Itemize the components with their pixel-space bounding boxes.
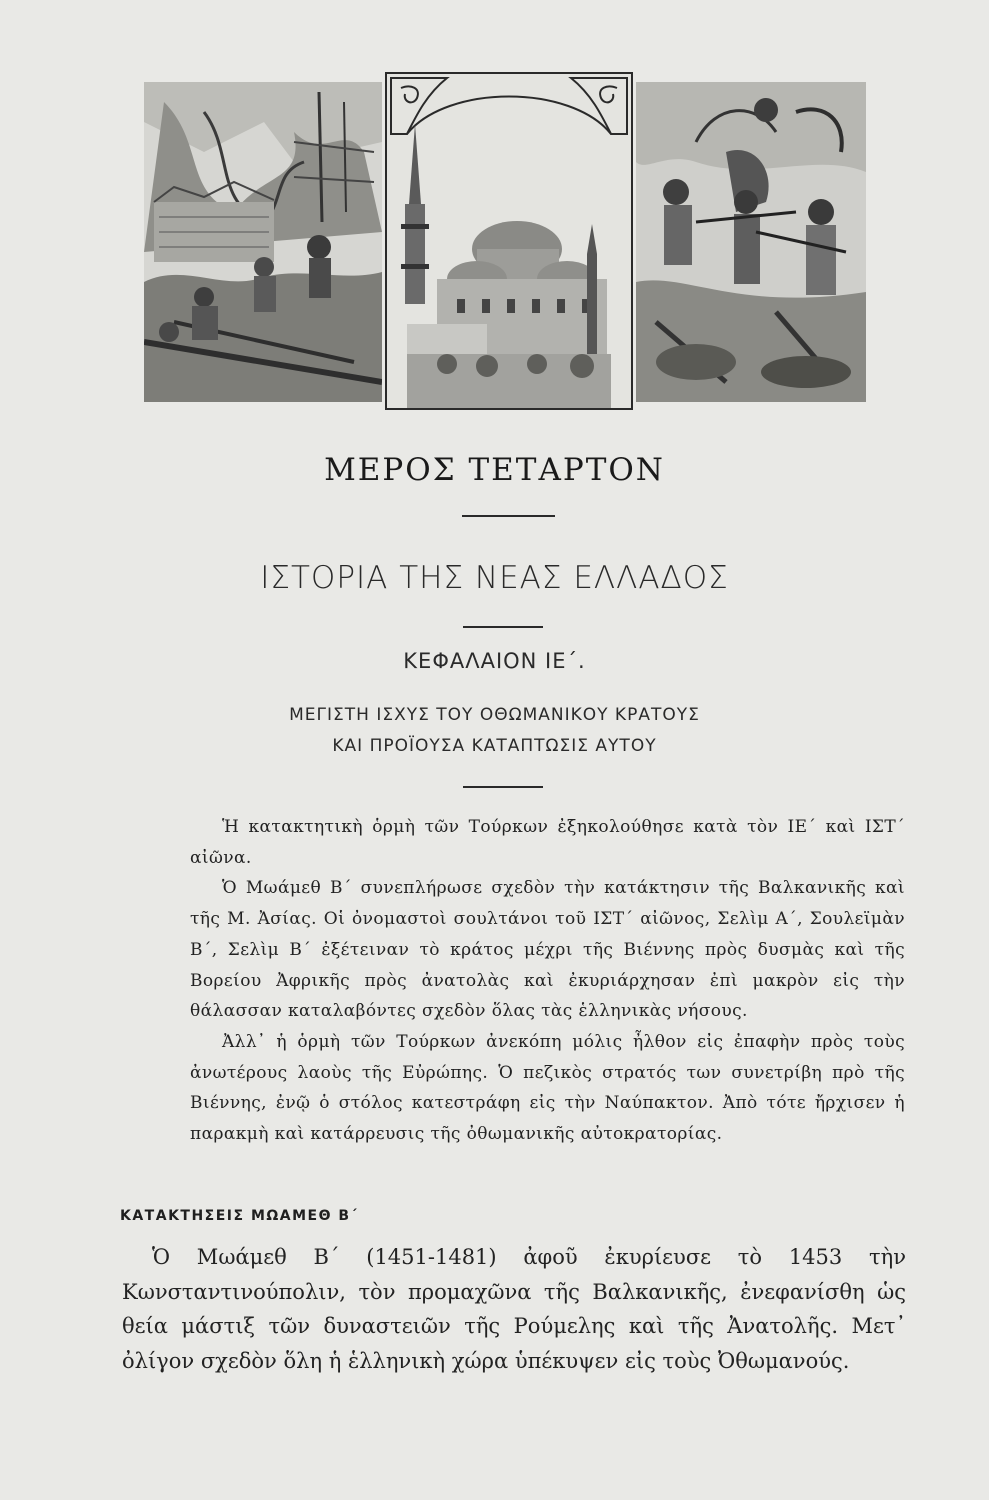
divider-rule	[463, 626, 543, 628]
part-title: ΜΕΡΟΣ ΤΕΤΑΡΤΟΝ	[324, 452, 665, 488]
summary-paragraph: Ἡ κατακτητικὴ ὁρμὴ τῶν Τούρκων ἐξηκολούθησε κατὰ τὸν ΙΕ΄ καὶ ΙΣΤ΄ αἰῶνα.	[190, 817, 905, 868]
divider-rule	[462, 515, 555, 517]
chapter-subtitle-line-1: ΜΕΓΙΣΤΗ ΙΣΧΥΣ ΤΟΥ ΟΘΩΜΑΝΙΚΟΥ ΚΡΑΤΟΥΣ	[289, 705, 700, 725]
battle-scene-illustration	[636, 82, 866, 402]
section-heading: ΚΑΤΑΚΤΗΣΕΙΣ ΜΩΑΜΕΘ Β΄	[120, 1208, 359, 1224]
chapter-illustration-banner	[140, 72, 870, 410]
divider-rule	[463, 786, 543, 788]
chapter-summary	[190, 812, 905, 1150]
summary-paragraph: Ἀλλ᾽ ἡ ὁρμὴ τῶν Τούρκων ἀνεκόπη μόλις ἦλθον εἰς ἐπαφὴν πρὸς τοὺς ἀνωτέρους λαοὺς τῆς Εὐρώπης. Ὁ πεζικὸς στρατός των συνετρίβη πρὸ τῆς Βιέννης, ἐνῷ ὁ στόλος κατεστράφη εἰς τὴν Ναύπακτον. Ἀπὸ τότε ἤρχισεν ἡ παρακμὴ καὶ κατάρρευσις τῆς ὀθωμανικῆς αὐτοκρατορίας.	[190, 1031, 905, 1145]
summary-paragraph: Ὁ Μωάμεθ Β΄ συνεπλήρωσε σχεδὸν τὴν κατάκτησιν τῆς Βαλκανικῆς καὶ τῆς Μ. Ἀσίας. Οἱ ὀνομαστοὶ σουλτάνοι τοῦ ΙΣΤ΄ αἰῶνος, Σελὶμ Α΄, Σουλεϊμὰν Β΄, Σελὶμ Β΄ ἐξέτειναν τὸ κράτος μέχρι τῆς Βιέννης πρὸς δυσμὰς καὶ τῆς Βορείου Ἀφρικῆς πρὸς ἀνατολὰς καὶ ἐκυριάρχησαν ἐπὶ μακρὸν εἰς τὴν θάλασσαν καταλαβόντες σχεδὸν ὅλας τὰς ἑλληνικὰς νήσους.	[190, 878, 905, 1022]
history-title: ΙΣΤΟΡΙΑ ΤΗΣ ΝΕΑΣ ΕΛΛΑΔΟΣ	[260, 560, 729, 596]
body-paragraph: Ὁ Μωάμεθ Β΄ (1451-1481) ἀφοῦ ἐκυρίευσε τὸ 1453 τὴν Κωνσταντινούπολιν, τὸν προμαχῶνα τῆς Βαλκανικῆς, ἐνεφανίσθη ὡς θεία μάστιξ τῶν δυναστειῶν τῆς Ρούμελης καὶ τῆς Ἀνατολῆς. Μετ᾽ ὀλίγον σχεδὸν ὅλη ἡ ἑλληνικὴ χώρα ὑπέκυψεν εἰς τοὺς Ὀθωμανούς.	[122, 1245, 906, 1374]
mosque-illustration	[385, 72, 633, 410]
chapter-subtitle-line-2: ΚΑΙ ΠΡΟΪΟΥΣΑ ΚΑΤΑΠΤΩΣΙΣ ΑΥΤΟΥ	[332, 736, 657, 756]
chapter-title: ΚΕΦΑΛΑΙΟΝ ΙΕ΄.	[403, 649, 586, 673]
naval-battle-illustration	[144, 82, 382, 402]
body-text	[122, 1240, 906, 1379]
